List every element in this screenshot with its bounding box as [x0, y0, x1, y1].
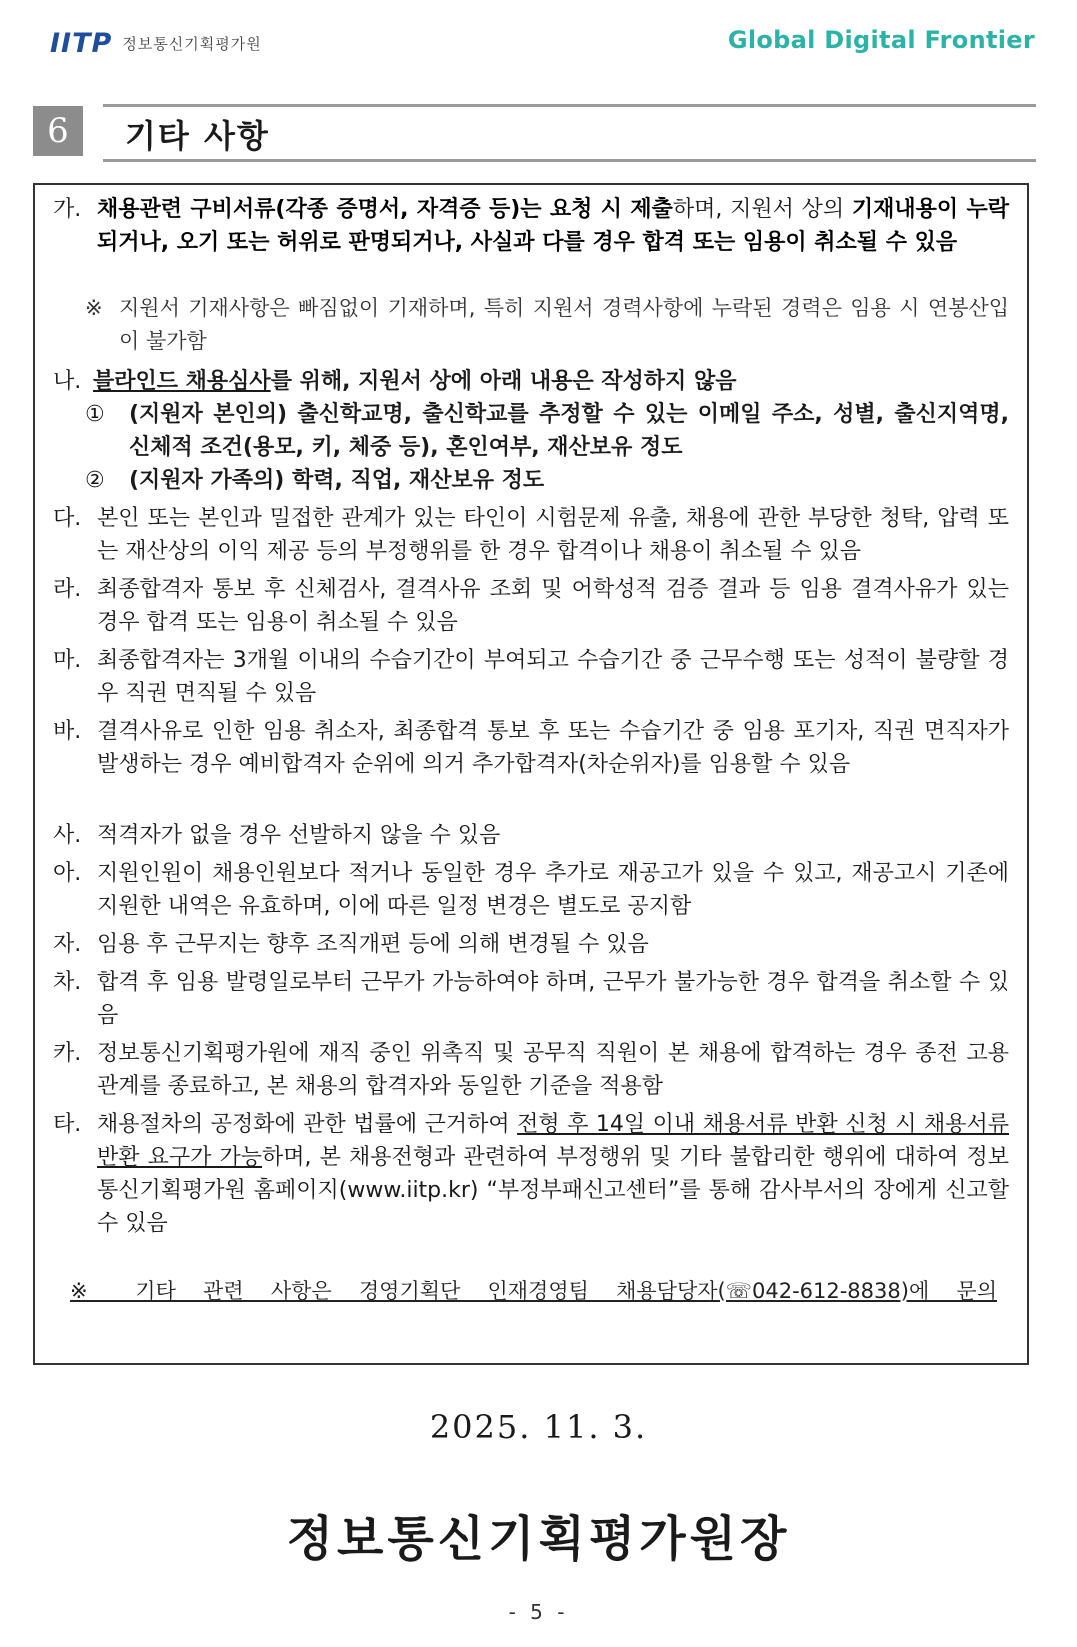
- item-marker: 나.: [53, 369, 82, 394]
- item-marker: ②: [85, 468, 105, 493]
- item-text: 정보통신기획평가원에 재직 중인 위촉직 및 공무직 직원이 본 채용에 합격하는 경우 종전 고용관계를 종료하고, 본 채용의 합격자와 동일한 기준을 적용함: [97, 1041, 1009, 1099]
- item-text: 합격 후 임용 발령일로부터 근무가 가능하여야 하며, 근무가 불가능한 경우 합격을 취소할 수 있음: [97, 970, 1009, 1028]
- item-text: 본인 또는 본인과 밀접한 관계가 있는 타인이 시험문제 유출, 채용에 관한 부당한 청탁, 압력 또는 재산상의 이익 제공 등의 부정행위를 한 경우 합격이나 채용이 취소될 수 있음: [97, 506, 1009, 564]
- item-text: 결격사유로 인한 임용 취소자, 최종합격 통보 후 또는 수습기간 중 임용 포기자, 직권 면직자가 발생하는 경우 예비합격자 순위에 의거 추가합격자(차순위자)를 임용할 수 있음: [97, 719, 1009, 777]
- list-item-da: [53, 502, 1009, 568]
- document-date: 2025. 11. 3.: [429, 1408, 648, 1446]
- item-text: 채용관련 구비서류(각종 증명서, 자격증 등)는 요청 시 제출하며, 지원서 상의 기재내용이 누락되거나, 오기 또는 허위로 판명되거나, 사실과 다를 경우 합격 또는 임용이 취소될 수 있음: [97, 197, 1009, 255]
- item-text: 최종합격자는 3개월 이내의 수습기간이 부여되고 수습기간 중 근무수행 또는 성적이 불량할 경우 직권 면직될 수 있음: [97, 648, 1009, 706]
- list-item-note: [85, 292, 1009, 358]
- item-text: 임용 후 근무지는 향후 조직개편 등에 의해 변경될 수 있음: [97, 932, 649, 957]
- slogan: Global Digital Frontier: [727, 26, 1035, 54]
- iitp-logo: [50, 28, 262, 59]
- list-item-ga: [53, 193, 1009, 259]
- page-header: [50, 24, 1035, 64]
- section-title-bar: [103, 104, 1036, 162]
- item-marker: 사.: [53, 823, 82, 848]
- page-number: - 5 -: [508, 1600, 569, 1624]
- item-marker: 차.: [53, 970, 82, 995]
- item-text: (지원자 가족의) 학력, 직업, 재산보유 정도: [129, 468, 545, 493]
- item-text: 지원인원이 채용인원보다 적거나 동일한 경우 추가로 재공고가 있을 수 있고, 재공고시 기존에 지원한 내역은 유효하며, 이에 따른 일정 변경은 별도로 공지함: [97, 861, 1009, 919]
- list-item-ta: [53, 1108, 1009, 1240]
- list-item-circle-1: [85, 398, 1009, 464]
- note-marker: ※: [85, 296, 103, 320]
- list-item-circle-2: [85, 464, 1009, 497]
- item-marker: 카.: [53, 1041, 82, 1066]
- item-text: 적격자가 없을 경우 선발하지 않을 수 있음: [97, 823, 501, 848]
- list-item-ra: [53, 573, 1009, 639]
- list-item-a: [53, 857, 1009, 923]
- notice-box: [33, 183, 1029, 1365]
- list-item-ba: [53, 715, 1009, 781]
- logo-text: 정보통신기획평가원: [122, 35, 262, 53]
- list-item-ja: [53, 928, 1009, 961]
- item-text: 블라인드 채용심사를 위해, 지원서 상에 아래 내용은 작성하지 않음: [93, 369, 737, 394]
- item-marker: 가.: [53, 197, 82, 222]
- item-marker: 아.: [53, 861, 82, 886]
- item-marker: 라.: [53, 577, 82, 602]
- list-item-ka: [53, 1037, 1009, 1103]
- section-header: [33, 104, 1036, 160]
- contact-note: ※ 기타 관련 사항은 경영기획단 인재경영팀 채용담당자(☏042-612-8838)에 문의: [70, 1279, 997, 1303]
- list-item-ma: [53, 644, 1009, 710]
- list-item-na: [53, 365, 1009, 398]
- section-title: 기타 사항: [125, 117, 270, 155]
- logo-mark: IITP: [50, 28, 113, 59]
- item-marker: 자.: [53, 932, 82, 957]
- item-marker: 다.: [53, 506, 82, 531]
- list-item-sa: [53, 819, 1009, 852]
- issuer-signature: 정보통신기획평가원장: [286, 1511, 791, 1567]
- item-text: (지원자 본인의) 출신학교명, 출신학교를 추정할 수 있는 이메일 주소, 성별, 출신지역명, 신체적 조건(용모, 키, 체중 등), 혼인여부, 재산보유 정도: [129, 402, 1009, 460]
- item-marker: 바.: [53, 719, 82, 744]
- item-marker: ①: [85, 402, 105, 427]
- list-item-cha: [53, 966, 1009, 1032]
- item-text: 지원서 기재사항은 빠짐없이 기재하며, 특히 지원서 경력사항에 누락된 경력은 임용 시 연봉산입이 불가함: [119, 296, 1009, 353]
- item-marker: 타.: [53, 1112, 82, 1137]
- item-marker: 마.: [53, 648, 82, 673]
- item-text: 채용절차의 공정화에 관한 법률에 근거하여 전형 후 14일 이내 채용서류 반환 신청 시 채용서류 반환 요구가 가능하며, 본 채용전형과 관련하여 부정행위 및 기타 불합리한 행위에 대하여 정보통신기획평가원 홈페이지(www.iitp.kr) “부정부패신고센터”를 통해 감사부서의 장에게 신고할 수 있음: [97, 1112, 1009, 1236]
- item-text: 최종합격자 통보 후 신체검사, 결격사유 조회 및 어학성적 검증 결과 등 임용 결격사유가 있는 경우 합격 또는 임용이 취소될 수 있음: [97, 577, 1009, 635]
- section-number: 6: [33, 106, 83, 156]
